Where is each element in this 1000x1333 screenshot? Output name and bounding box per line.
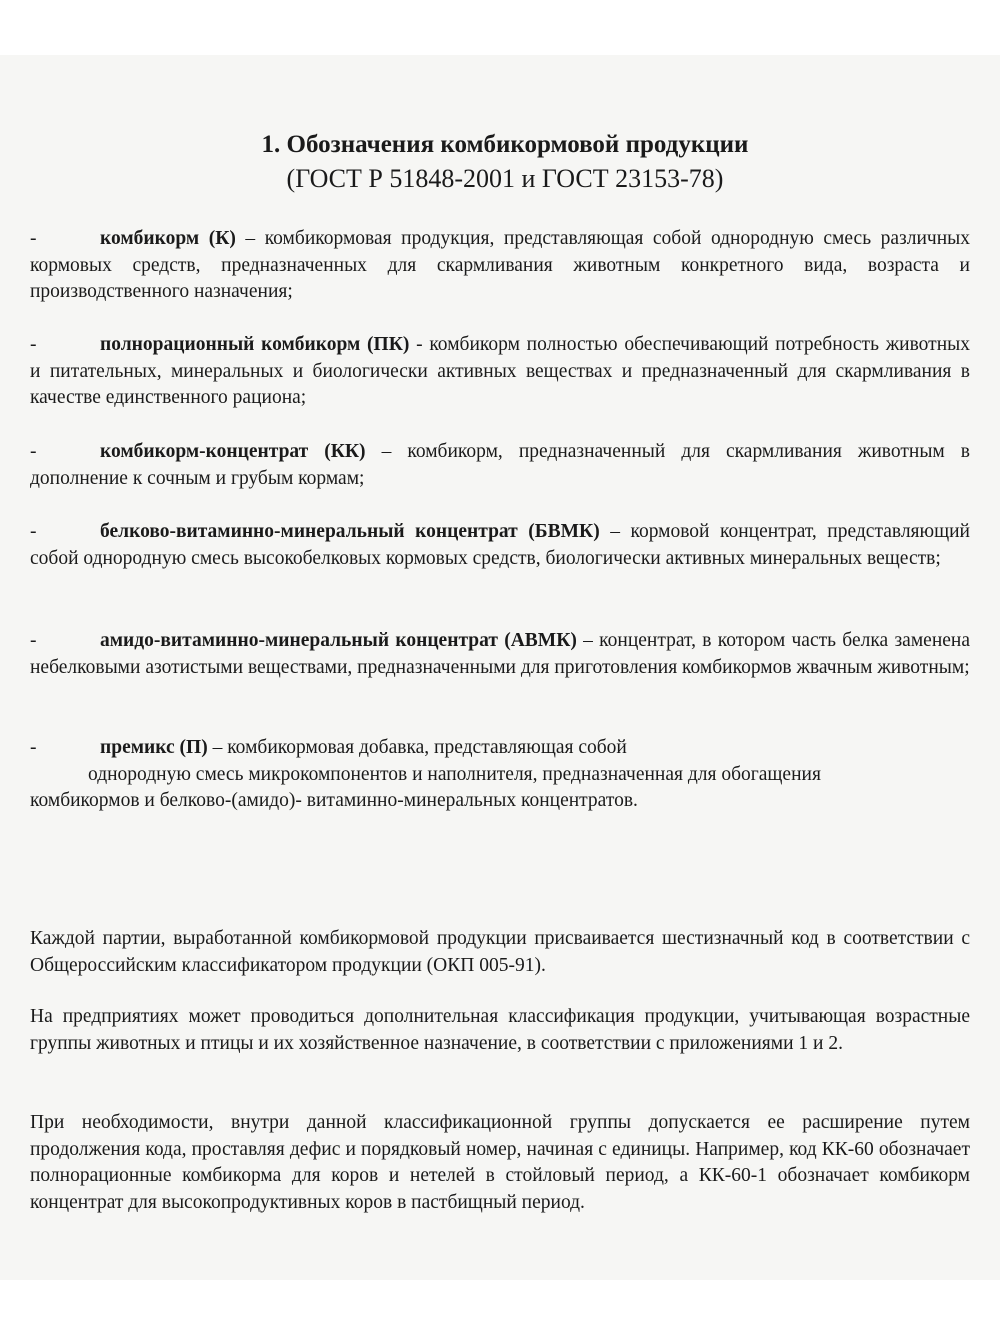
definition-term: комбикорм (К) (100, 228, 236, 249)
definition-term: премикс (П) (100, 737, 208, 758)
definition-text: – комбикормовая добавка, представляющая собой (207, 737, 627, 758)
definition-term: амидо-витаминно-минеральный концентрат (АВМК) (100, 630, 577, 651)
definition-item (30, 226, 970, 306)
body-paragraph: Каждой партии, выработанной комбикормовой продукции присваивается шестизначный код в соответствии с Общероссийским классификатором продукции (ОКП 005-91). (30, 928, 970, 976)
definition-text: - комбикорм полностью обеспечивающий потребность животных и питательных, минеральных и биологически активных веществах и предназначенный для скармливания в качестве единственного рациона; (30, 334, 970, 408)
body-paragraph: При необходимости, внутри данной классификационной группы допускается ее расширение путем продолжения кода, проставляя дефис и порядковый номер, начиная с единицы. Например, код КК-60 обозначает полнорационные комбикорма для коров и нетелей в стойловый период, а КК-60-1 обозначает комбикорм концентрат для высокопродуктивных коров в пастбищный период. (30, 1112, 970, 1213)
definition-text: однородную смесь микрокомпонентов и наполнителя, предназначенная для обогащения (88, 763, 821, 785)
document-subtitle: (ГОСТ Р 51848-2001 и ГОСТ 23153-78) (286, 164, 724, 193)
list-dash: - (30, 334, 37, 355)
list-dash: - (30, 630, 37, 651)
definition-text: – комбикорм, предназначенный для скармливания животным в дополнение к сочным и грубым кормам; (30, 441, 970, 489)
definition-item (30, 519, 970, 572)
list-dash: - (30, 521, 37, 542)
body-paragraph: На предприятиях может проводиться дополнительная классификация продукции, учитывающая возрастные группы животных и птицы и их хозяйственное назначение, в соответствии с приложениями 1 и 2. (30, 1006, 970, 1054)
document-title: 1. Обозначения комбикормовой продукции (261, 131, 749, 158)
definition-item (30, 439, 970, 492)
definition-term: белково-витаминно-минеральный концентрат (БВМК) (100, 521, 600, 542)
definition-text: – концентрат, в котором часть белка заменена небелковыми азотистыми веществами, предназначенными для приготовления комбикормов жвачным животным; (30, 630, 971, 678)
list-dash: - (30, 737, 37, 758)
definition-term: комбикорм-концентрат (КК) (100, 441, 366, 462)
list-dash: - (30, 228, 37, 249)
definition-text: – комбикормовая продукция, представляющая собой однородную смесь различных кормовых средств, предназначенных для скармливания животным конкретного вида, возраста и производственного назначения; (30, 228, 970, 302)
definition-item (30, 332, 970, 412)
list-dash: - (30, 441, 37, 462)
definition-text: комбикормов и белково-(амидо)- витаминно-минеральных концентратов. (30, 790, 638, 811)
definition-item (30, 735, 970, 815)
definition-item (30, 628, 970, 681)
definition-term: полнорационный комбикорм (ПК) (100, 334, 410, 355)
definition-text: – кормовой концентрат, представляющий собой однородную смесь высокобелковых кормовых средств, биологически активных минеральных веществ; (30, 521, 970, 569)
